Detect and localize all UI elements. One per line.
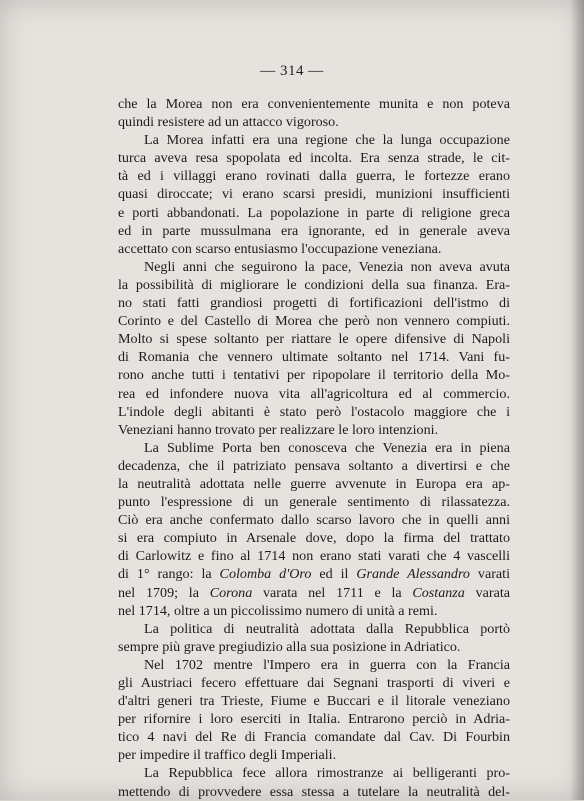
- text-line: di Carlowitz e fino al 1714 non erano stati varati che 4 vascelli: [118, 548, 510, 565]
- text-body: [118, 95, 510, 801]
- text-line: tico 4 navi del Re di Francia comandate dal Cav. Di Fourbin: [118, 729, 510, 746]
- text-line: La Sublime Porta ben conosceva che Venezia era in piena: [144, 439, 510, 456]
- text-line: decadenza, che il patriziato pensava soltanto a divertirsi e che: [118, 457, 510, 474]
- text-line: accettato con scarso entusiasmo l'occupazione veneziana.: [118, 240, 442, 257]
- text-line: turca aveva resa spopolata ed incolta. Era senza strade, le cit-: [118, 150, 510, 167]
- text-line: quasi diroccate; vi erano scarsi presidi, munizioni insufficienti: [118, 186, 510, 203]
- paragraph: [118, 656, 510, 765]
- text-line: Corinto e del Castello di Morea che però non vennero compiuti.: [118, 313, 510, 330]
- text-line: La Morea infatti era una regione che la lunga occupazione: [144, 132, 510, 149]
- text-line: Negli anni che seguirono la pace, Venezia non aveva avuta: [144, 258, 510, 275]
- page-number: — 314 —: [260, 63, 324, 79]
- text-line: tà ed i villaggi erano rovinati dalla guerra, le fortezze erano: [118, 168, 510, 185]
- text-line: che la Morea non era convenientemente munita e non poteva: [118, 96, 510, 112]
- text-line: nel 1714, oltre a un piccolissimo numero di unità a remi.: [118, 602, 438, 619]
- text-line: di Romania che vennero ultimate soltanto nel 1714. Vani fu-: [118, 349, 510, 366]
- text-line: Nel 1702 mentre l'Impero era in guerra con la Francia: [144, 656, 510, 673]
- text-line: L'indole degli abitanti è stato però l'ostacolo maggiore che i: [118, 403, 510, 420]
- paragraph: [118, 764, 510, 800]
- text-line: La Repubblica fece allora rimostranze ai belligeranti pro-: [144, 765, 510, 782]
- text-line: gli Austriaci fecero effettuare dai Segnani trasporti di viveri e: [118, 675, 510, 691]
- text-line: rono anche tutti i tentativi per ripopolare il territorio della Mo-: [118, 367, 510, 384]
- text-line: mettendo di provvedere essa stessa a tutelare la neutralità del-: [118, 783, 510, 800]
- text-line: no stati fatti grandiosi progetti di fortificazioni dell'istmo di: [118, 295, 510, 312]
- text-line: si era compiuto in Arsenale dove, dopo la firma del trattato: [118, 530, 510, 547]
- text-line: ed in parte mussulmana era ignorante, ed in generale aveva: [118, 222, 510, 239]
- text-line: per rifornire i loro eserciti in Italia. Entrarono perciò in Adria-: [118, 711, 510, 728]
- text-line: quindi resistere ad un attacco vigoroso.: [118, 114, 339, 131]
- paragraph: [118, 620, 510, 656]
- text-line: rea ed infondere nuova vita all'agricoltura ed al commercio.: [118, 385, 510, 402]
- text-line: nel 1709; la Corona varata nel 1711 e la Costanza varata: [118, 584, 510, 601]
- text-line: Ciò era anche confermato dallo scarso lavoro che in quelli anni: [118, 512, 510, 529]
- text-line: d'altri generi tra Trieste, Fiume e Buccari e il litorale veneziano: [118, 693, 510, 710]
- paragraph: [118, 95, 510, 131]
- paragraph: [118, 439, 510, 620]
- text-line: e porti abbandonati. La popolazione in parte di religione greca: [118, 204, 510, 221]
- text-line: punto l'espressione di un generale sentimento di rilassatezza.: [118, 494, 510, 511]
- text-line: Molto si spese soltanto per riattare le opere difensive di Napoli: [118, 331, 510, 348]
- text-line: per impedire il traffico degli Imperiali.: [118, 747, 337, 764]
- text-line: la neutralità adottata nelle guerre avvenute in Europa era ap-: [118, 475, 510, 492]
- text-line: di 1° rango: la Colomba d'Oro ed il Grande Alessandro varati: [118, 566, 510, 583]
- text-line: sempre più grave pregiudizio alla sua posizione in Adriatico.: [118, 638, 461, 655]
- text-line: La politica di neutralità adottata dalla Repubblica portò: [144, 620, 510, 637]
- text-line: Veneziani hanno trovato per realizzare le loro intenzioni.: [118, 421, 439, 438]
- paragraph: [118, 131, 510, 258]
- paragraph: [118, 258, 510, 439]
- text-line: la possibilità di migliorare le condizioni della sua finanza. Era-: [118, 276, 510, 293]
